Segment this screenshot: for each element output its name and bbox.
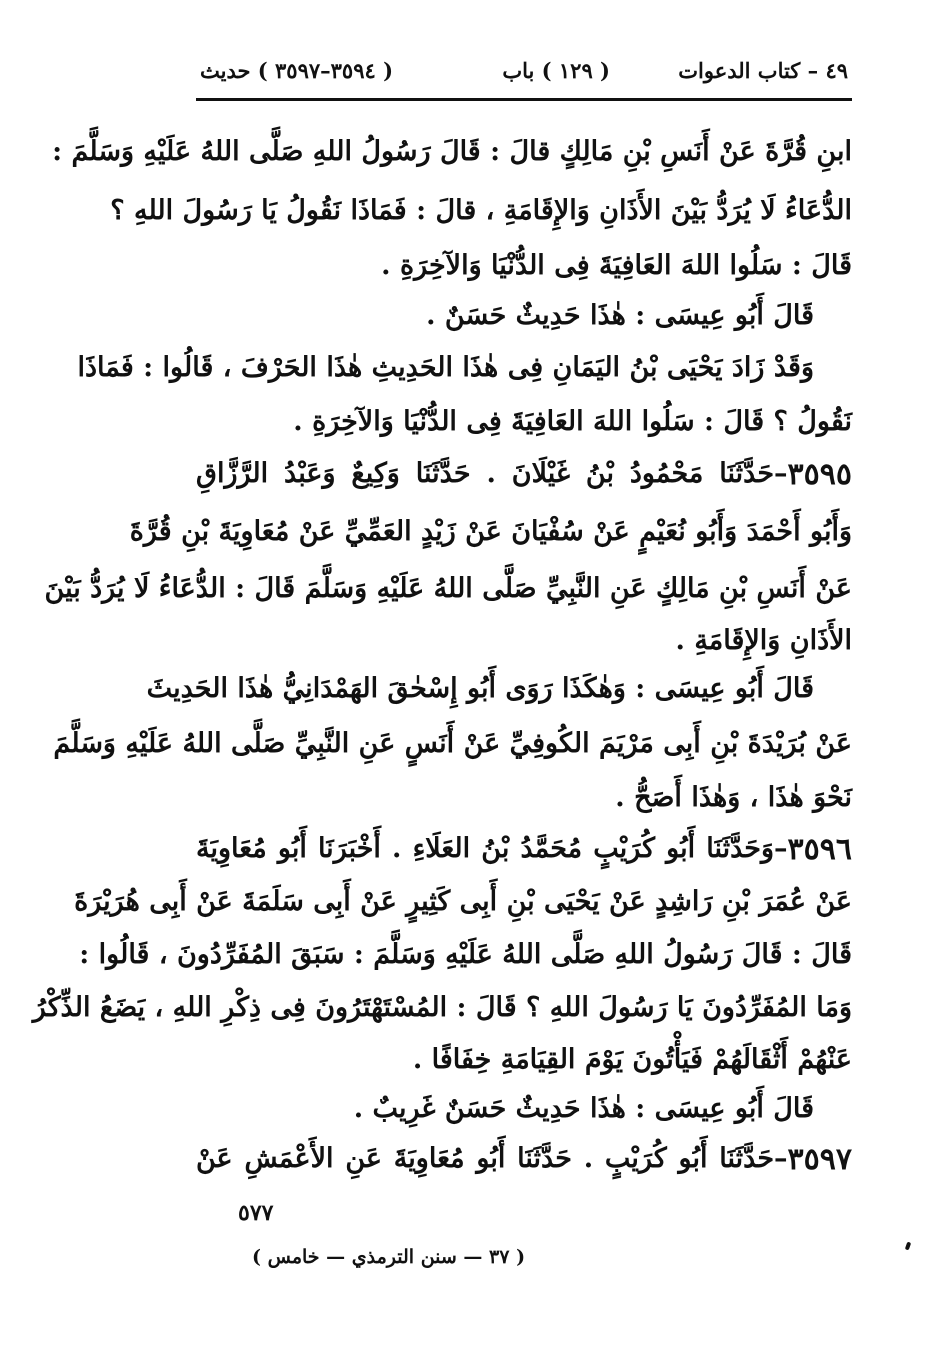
text-line: وَحَدَّثَنَا أَبُو كُرَيْبٍ مُحَمَّدُ بْنُ العَلَاءِ . أَخْبَرَنَا أَبُو مُعَاوِيَةَ (196, 833, 775, 864)
hadith-number: ٣٥٩٧ (787, 1142, 852, 1177)
text-line: وَأَبُو أَحْمَدَ وَأَبُو نُعَيْمٍ عَنْ سُفْيَانَ عَنْ زَيْدٍ العَمِّيِّ عَنْ مُعَاوِيَةَ بْنِ قُرَّةَ (129, 516, 852, 547)
header-rule (196, 98, 852, 101)
text-line: ابنِ قُرَّةَ عَنْ أَنَسِ بْنِ مَالِكٍ قالَ : قَالَ رَسُولُ اللهِ صَلَّى اللهُ عَلَيْهِ وَسَلَّمَ : (52, 136, 852, 167)
hadith-dash: – (774, 1143, 788, 1174)
text-line: الأَذَانِ وَالإِقَامَةِ . (675, 625, 852, 656)
header-chapter: ( ١٢٩ ) باب (502, 58, 610, 83)
header-book-title: ٤٩ – كتاب الدعوات (678, 58, 848, 83)
text-line: الدُّعَاءُ لَا يُرَدُّ بَيْنَ الأَذَانِ وَالإِقَامَةِ ، قالَ : فَمَاذَا نَقُولُ يَا رَسُولَ اللهِ ؟ (110, 195, 852, 226)
text-line: قَالَ : سَلُوا اللهَ العَافِيَةَ فِى الدُّنْيَا وَالآخِرَةِ . (381, 250, 852, 281)
page-number: ٥٧٧ (238, 1200, 274, 1226)
hadith-3596-first-line (196, 832, 852, 867)
header-hadith-range: ( ٣٥٩٤–٣٥٩٧ ) حديث (200, 58, 394, 83)
text-line: نَقُولُ ؟ قَالَ : سَلُوا اللهَ العَافِيَةَ فِى الدُّنْيَا وَالآخِرَةِ . (293, 406, 852, 437)
hadith-3595-first-line (196, 457, 852, 492)
hadith-number: ٣٥٩٥ (787, 457, 852, 492)
text-line: قَالَ أَبُو عِيسَى : هٰذَا حَدِيثٌ حَسَنٌ . (426, 300, 814, 331)
hadith-3597-first-line (196, 1142, 852, 1177)
text-line: قَالَ أَبُو عِيسَى : وَهٰكَذَا رَوَى أَبُو إِسْحٰقَ الهَمْدَانِيُّ هٰذَا الحَدِيثَ (146, 673, 814, 704)
text-line: وَمَا المُفَرِّدُونَ يَا رَسُولَ اللهِ ؟ قَالَ : المُسْتَهْتَرُونَ فِى ذِكْرِ اللهِ ، يَضَعُ الذِّكْرُ (32, 992, 852, 1023)
text-line: عَنْ عُمَرَ بْنِ رَاشِدٍ عَنْ يَحْيَى بْنِ أَبِى كَثِيرٍ عَنْ أَبِى سَلَمَةَ عَنْ أَبِى هُرَيْرَةَ (74, 886, 852, 917)
scan-speck (905, 1242, 911, 1251)
hadith-dash: – (774, 458, 788, 489)
hadith-dash: – (774, 833, 788, 864)
text-line: قَالَ : قَالَ رَسُولُ اللهِ صَلَّى اللهُ عَلَيْهِ وَسَلَّمَ : سَبَقَ المُفَرِّدُونَ ، قَالُوا : (79, 939, 852, 970)
text-line: عَنْهُمْ أَثْقَالَهُمْ فَيَأْتُونَ يَوْمَ القِيَامَةِ خِفَافًا . (412, 1044, 852, 1075)
text-line: عَنْ أَنَسِ بْنِ مَالِكٍ عَنِ النَّبِيِّ صَلَّى اللهُ عَلَيْهِ وَسَلَّمَ قَالَ : الدُّعَاءُ لَا يُرَدُّ بَيْنَ (44, 573, 852, 604)
running-header (200, 58, 848, 92)
text-line: حَدَّثَنَا أَبُو كُرَيْبٍ . حَدَّثَنَا أَبُو مُعَاوِيَةَ عَنِ الأَعْمَشِ عَنْ (196, 1143, 775, 1174)
text-line: وَقَدْ زَادَ يَحْيَى بْنُ اليَمَانِ فِى هٰذَا الحَدِيثِ هٰذَا الحَرْفَ ، قَالُوا : فَمَاذَا (77, 352, 814, 383)
text-line: عَنْ بُرَيْدَةَ بْنِ أَبِى مَرْيَمَ الكُوفِيِّ عَنْ أَنَسٍ عَنِ النَّبِيِّ صَلَّى اللهُ عَلَيْهِ وَسَلَّمَ (53, 728, 852, 759)
hadith-number: ٣٥٩٦ (787, 832, 852, 867)
text-line: حَدَّثَنَا مَحْمُودُ بْنُ غَيْلَانَ . حَدَّثَنَا وَكِيعٌ وَعَبْدُ الرَّزَّاقِ (196, 458, 775, 489)
text-line: قَالَ أَبُو عِيسَى : هٰذَا حَدِيثٌ حَسَنٌ غَرِيبٌ . (353, 1093, 814, 1124)
text-line: نَحْوَ هٰذَا ، وَهٰذَا أَصَحُّ . (615, 782, 852, 813)
footer-signature: ( ٣٧ — سنن الترمذي — خامس ) (252, 1246, 526, 1268)
